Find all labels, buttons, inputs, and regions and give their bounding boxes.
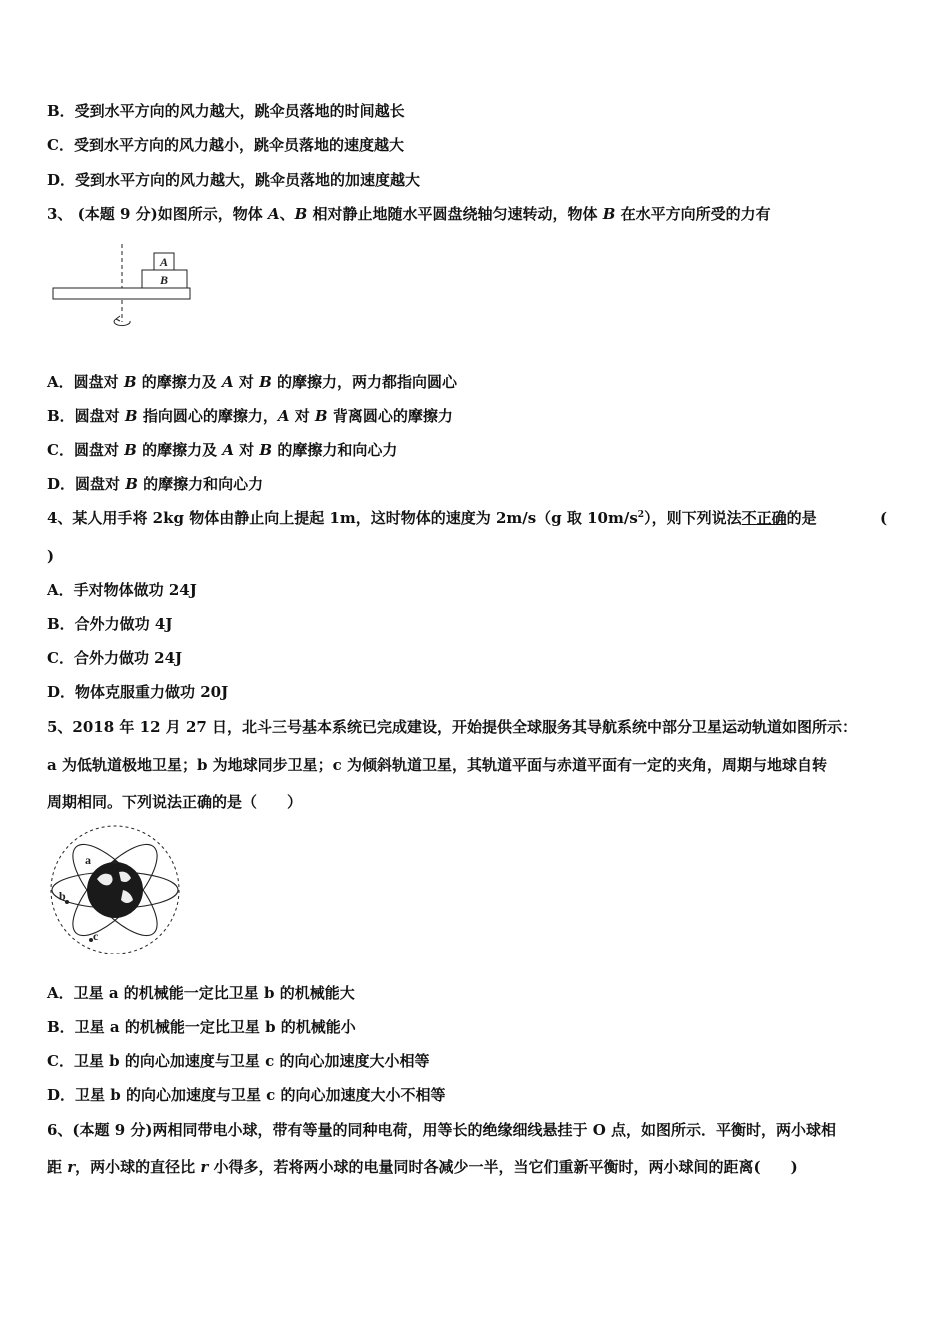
q4-paren-open: ( bbox=[880, 509, 888, 527]
q2-option-b: B．受到水平方向的风力越大，跳伞员落地的时间越长 bbox=[47, 102, 405, 120]
q3-option-b: B．圆盘对 B 指向圆心的摩擦力，A 对 B 背离圆心的摩擦力 bbox=[47, 407, 453, 425]
q5-option-c: C．卫星 b 的向心加速度与卫星 c 的向心加速度大小相等 bbox=[47, 1052, 430, 1070]
q5-stem-line2: a 为低轨道极地卫星；b 为地球同步卫星；c 为倾斜轨道卫星，其轨道平面与赤道平面有一定的夹角，周期与地球自转 bbox=[47, 756, 828, 774]
satellite-orbits-figure bbox=[45, 824, 185, 954]
q4-paren-close: ) bbox=[47, 547, 55, 565]
q6-stem-line1: 6、(本题 9 分)两相同带电小球，带有等量的同种电荷，用等长的绝缘细线悬挂于 O 点，如图所示．平衡时，两小球相 bbox=[47, 1121, 837, 1139]
q3-stem: 3、 (本题 9 分)如图所示，物体 A、B 相对静止地随水平圆盘绕轴匀速转动，物体 B 在水平方向所受的力有 bbox=[47, 205, 771, 223]
earth bbox=[87, 862, 143, 918]
orbit-label-c: c bbox=[93, 929, 99, 943]
q5-stem-line3: 周期相同。下列说法正确的是（ ） bbox=[47, 793, 303, 811]
q2-option-d: D．受到水平方向的风力越大，跳伞员落地的加速度越大 bbox=[47, 171, 421, 189]
q5-option-d: D．卫星 b 的向心加速度与卫星 c 的向心加速度大小不相等 bbox=[47, 1086, 446, 1104]
rotation-arrow-icon bbox=[114, 319, 130, 326]
q4-stem: 4、某人用手将 2kg 物体由静止向上提起 1m，这时物体的速度为 2m/s（g 取 $10m/s^2$），则下列说法不正确的是 bbox=[47, 509, 817, 527]
q3-option-c: C．圆盘对 B 的摩擦力及 A 对 B 的摩擦力和向心力 bbox=[47, 441, 398, 459]
satellite-a-dot bbox=[113, 860, 117, 864]
q5-stem-line1: 5、2018 年 12 月 27 日，北斗三号基本系统已完成建设，开始提供全球服务其导航系统中部分卫星运动轨道如图所示： bbox=[47, 718, 858, 736]
block-b-label: B bbox=[160, 273, 169, 287]
q3-option-d: D．圆盘对 B 的摩擦力和向心力 bbox=[47, 475, 264, 493]
disk bbox=[53, 288, 190, 299]
q5-option-a: A．卫星 a 的机械能一定比卫星 b 的机械能大 bbox=[47, 984, 355, 1002]
q4-option-a: A．手对物体做功 24J bbox=[47, 581, 197, 599]
orbit-label-a: a bbox=[85, 853, 91, 867]
orbit-label-b: b bbox=[59, 889, 66, 903]
q5-option-b: B．卫星 a 的机械能一定比卫星 b 的机械能小 bbox=[47, 1018, 356, 1036]
q6-stem-line2: 距 r，两小球的直径比 r 小得多，若将两小球的电量同时各减少一半，当它们重新平衡时，两小球间的距离( ) bbox=[47, 1158, 798, 1176]
q2-option-c: C．受到水平方向的风力越小，跳伞员落地的速度越大 bbox=[47, 136, 404, 154]
block-a-label: A bbox=[160, 255, 169, 269]
q3-option-a: A．圆盘对 B 的摩擦力及 A 对 B 的摩擦力，两力都指向圆心 bbox=[47, 373, 458, 391]
rotating-disk-figure bbox=[50, 242, 195, 334]
q4-option-c: C．合外力做功 24J bbox=[47, 649, 183, 667]
q4-option-d: D．物体克服重力做功 20J bbox=[47, 683, 229, 701]
q4-option-b: B．合外力做功 4J bbox=[47, 615, 173, 633]
